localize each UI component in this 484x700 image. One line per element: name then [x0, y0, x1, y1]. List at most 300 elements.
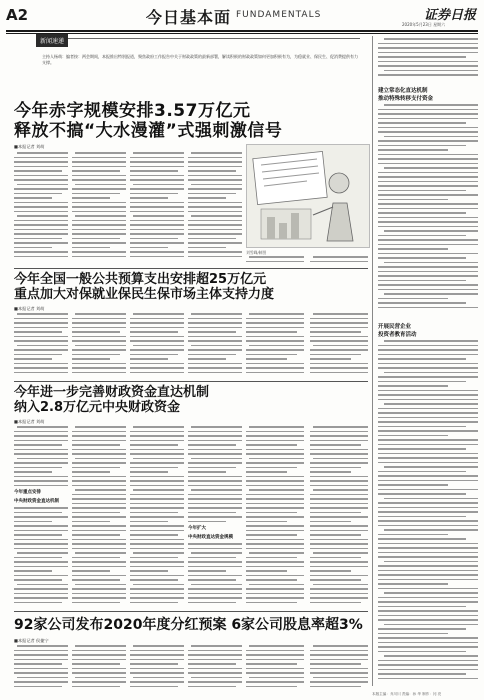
text-line [310, 539, 368, 541]
text-line [246, 654, 304, 656]
text-line [378, 163, 478, 165]
text-line [14, 597, 68, 599]
text-line [384, 592, 478, 594]
text-line [310, 476, 368, 478]
text-line [130, 471, 168, 473]
text-line [378, 430, 478, 432]
text-line [310, 672, 368, 674]
text-line [384, 529, 478, 531]
text-line [130, 593, 184, 595]
text-line [14, 557, 62, 559]
text-line [130, 238, 178, 240]
text-line [313, 552, 368, 554]
text-line [130, 588, 184, 590]
text-line [188, 681, 242, 683]
text-line [310, 444, 361, 446]
article-3-headline-line-1: 今年进一步完善财政资金直达机制 [14, 385, 210, 400]
text-line [14, 548, 68, 550]
issue-date: 2020年5月23日 星期六 [402, 22, 446, 27]
text-line [310, 516, 368, 518]
text-line [14, 659, 68, 661]
text-line [188, 340, 242, 342]
text-line [378, 127, 478, 129]
text-line [310, 367, 368, 369]
text-line [75, 184, 126, 186]
text-line [378, 475, 478, 477]
text-line [378, 181, 478, 183]
article-3-column-2 [72, 426, 126, 608]
text-line [246, 557, 297, 559]
text-line [130, 453, 184, 455]
text-line [130, 525, 184, 527]
text-line [378, 439, 478, 441]
text-line [188, 242, 242, 244]
text-line [310, 363, 368, 365]
text-line [130, 503, 184, 505]
text-line [14, 588, 68, 590]
text-line [14, 444, 62, 446]
text-line [130, 444, 178, 446]
text-line [14, 480, 68, 482]
text-line [378, 390, 478, 392]
text-line [133, 215, 184, 217]
text-line [378, 203, 478, 205]
text-line [249, 458, 304, 460]
text-line [14, 336, 68, 338]
text-line [133, 184, 184, 186]
text-line [310, 340, 368, 342]
article-1-column-6 [310, 256, 368, 268]
text-line [72, 247, 110, 249]
text-line [75, 552, 126, 554]
text-line [249, 313, 304, 315]
text-line [378, 628, 466, 630]
text-line [188, 170, 236, 172]
text-line [188, 238, 236, 240]
text-line [378, 673, 466, 675]
text-line [14, 507, 68, 509]
text-line [310, 485, 368, 487]
text-line [72, 322, 126, 324]
text-line [378, 556, 478, 558]
right-column-heading-4: 投资者教育活动 [378, 332, 417, 338]
text-line [191, 489, 242, 491]
text-line [310, 503, 368, 505]
text-line [378, 408, 478, 410]
text-line [72, 681, 126, 683]
text-line [188, 256, 242, 258]
text-line [14, 570, 52, 572]
text-line [246, 363, 304, 365]
text-line [72, 336, 126, 338]
text-line [310, 534, 361, 536]
text-line [246, 327, 304, 329]
text-line [133, 313, 184, 315]
text-line [14, 349, 68, 351]
text-line [378, 185, 478, 187]
text-line [378, 376, 478, 378]
text-line [14, 663, 62, 665]
text-line [130, 440, 184, 442]
text-line [310, 261, 368, 263]
text-line [130, 354, 178, 356]
text-line [378, 448, 466, 450]
text-line [72, 516, 126, 518]
text-line [384, 466, 478, 468]
text-line [14, 575, 68, 577]
text-line [130, 327, 184, 329]
text-line [378, 534, 448, 536]
text-line [378, 417, 478, 419]
text-line [310, 453, 368, 455]
text-line [188, 650, 242, 652]
text-line [188, 503, 242, 505]
text-line [188, 251, 242, 253]
text-line [72, 503, 126, 505]
text-line [14, 363, 68, 365]
text-line [188, 516, 242, 518]
text-line [133, 458, 184, 460]
text-line [188, 570, 226, 572]
illustration [246, 144, 370, 248]
text-line [130, 435, 184, 437]
text-line [249, 645, 304, 647]
text-line [72, 597, 126, 599]
text-line [130, 602, 178, 604]
text-line [188, 561, 242, 563]
text-line [378, 520, 478, 522]
text-line [14, 247, 52, 249]
text-line [72, 188, 126, 190]
text-line [378, 266, 478, 268]
text-line [246, 331, 297, 333]
text-line [378, 385, 448, 387]
text-line [14, 322, 68, 324]
text-line [246, 539, 304, 541]
text-line [310, 507, 368, 509]
text-line [384, 262, 478, 264]
text-line [130, 247, 168, 249]
text-line [246, 650, 304, 652]
text-line [246, 471, 287, 473]
text-line [378, 172, 478, 174]
text-line [378, 244, 478, 246]
text-line [378, 552, 478, 554]
article-3-column-1 [14, 426, 68, 608]
article-4-column-1 [14, 645, 68, 691]
text-line [246, 530, 304, 532]
text-line [246, 453, 304, 455]
text-line [130, 220, 184, 222]
text-line [14, 161, 68, 163]
text-line [130, 659, 184, 661]
column-divider [372, 36, 373, 686]
text-line [246, 659, 304, 661]
text-line [130, 480, 184, 482]
text-line [72, 453, 126, 455]
text-line [246, 349, 304, 351]
text-line [378, 381, 466, 383]
text-line [188, 322, 242, 324]
text-line [378, 52, 478, 54]
text-line [17, 645, 68, 647]
text-line [310, 525, 368, 527]
text-line [246, 476, 304, 478]
text-line [14, 206, 68, 208]
article-4-column-2 [72, 645, 126, 691]
text-line [378, 453, 478, 455]
article-3-headline-line-2: 纳入2.8万亿元中央财政资金 [14, 399, 181, 415]
text-line [246, 593, 304, 595]
text-line [72, 251, 126, 253]
text-line [378, 235, 466, 237]
text-line [72, 202, 126, 204]
text-line [378, 615, 478, 617]
text-line [310, 467, 361, 469]
text-line [72, 485, 126, 487]
text-line [188, 318, 242, 320]
text-line [378, 462, 478, 464]
text-line [72, 602, 120, 604]
text-line [14, 650, 68, 652]
text-line [188, 494, 242, 496]
text-line [130, 449, 184, 451]
text-line [17, 313, 68, 315]
text-line [133, 489, 184, 491]
text-line [188, 672, 242, 674]
text-line [130, 507, 184, 509]
text-line [72, 462, 126, 464]
text-line [14, 602, 62, 604]
text-line [188, 444, 236, 446]
text-line [130, 668, 184, 670]
masthead-rule-thin [6, 33, 478, 34]
text-line [378, 597, 478, 599]
text-line [72, 467, 120, 469]
text-line [246, 512, 297, 514]
text-line [72, 440, 126, 442]
article-2-headline [14, 273, 274, 303]
text-line [130, 197, 168, 199]
text-line [246, 322, 304, 324]
text-line [130, 476, 184, 478]
text-line [188, 654, 242, 656]
text-line [130, 179, 184, 181]
article-2-column-5 [246, 313, 304, 379]
text-line [378, 145, 466, 147]
text-line [246, 444, 297, 446]
text-line [378, 358, 466, 360]
text-line [130, 358, 168, 360]
text-line [188, 372, 242, 374]
text-line [72, 197, 110, 199]
text-line [72, 521, 110, 523]
text-line [378, 217, 478, 219]
text-line [378, 56, 466, 58]
text-line [130, 256, 184, 258]
text-line [310, 431, 368, 433]
text-line [14, 435, 68, 437]
text-line [378, 298, 448, 300]
masthead [6, 4, 478, 30]
text-line [130, 193, 178, 195]
text-line [14, 525, 68, 527]
text-line [188, 229, 242, 231]
text-line [130, 157, 184, 159]
text-line [310, 530, 368, 532]
text-line [378, 547, 478, 549]
text-line [188, 485, 242, 487]
text-line [378, 275, 478, 277]
text-line [246, 336, 304, 338]
text-line [72, 650, 126, 652]
text-line [72, 659, 126, 661]
section-rule-3 [14, 611, 368, 612]
text-line [17, 677, 68, 679]
text-line [246, 543, 304, 545]
text-line [188, 462, 242, 464]
text-line [246, 367, 304, 369]
text-line [246, 503, 304, 505]
text-line [378, 583, 448, 585]
subheading: 中央财政直达资金规模 [188, 535, 233, 540]
text-line [188, 247, 226, 249]
text-line [130, 349, 184, 351]
text-line [72, 340, 126, 342]
text-line [378, 43, 478, 45]
text-line [188, 566, 242, 568]
text-line [249, 256, 304, 258]
editor-note [36, 38, 360, 86]
text-line [378, 543, 478, 545]
text-line [75, 345, 126, 347]
text-line [384, 38, 478, 40]
text-line [310, 336, 368, 338]
text-line [72, 668, 126, 670]
text-line [378, 74, 478, 76]
text-line [188, 363, 242, 365]
section-title-en: FUNDAMENTALS [236, 10, 322, 20]
text-line [378, 158, 478, 160]
text-line [130, 233, 184, 235]
text-line [130, 686, 178, 688]
text-line [130, 654, 184, 656]
text-line [130, 242, 184, 244]
text-line [130, 467, 178, 469]
text-line [310, 318, 368, 320]
text-line [130, 188, 184, 190]
text-line [378, 118, 478, 120]
text-line [310, 462, 368, 464]
text-line [384, 372, 478, 374]
text-line [133, 152, 184, 154]
text-line [246, 602, 297, 604]
text-line [14, 462, 68, 464]
text-line [188, 175, 242, 177]
text-line [188, 548, 242, 550]
text-line [133, 345, 184, 347]
text-line [246, 340, 304, 342]
text-line [378, 226, 478, 228]
text-line [246, 507, 304, 509]
text-line [72, 534, 120, 536]
page-footer: 本版主编：乔川川 责编：孙 华 制作：闫 亮 [372, 692, 442, 696]
text-line [310, 579, 361, 581]
text-line [72, 233, 126, 235]
text-line [188, 197, 226, 199]
text-line [72, 238, 120, 240]
text-line [188, 367, 242, 369]
text-line [191, 345, 242, 347]
text-line [14, 672, 68, 674]
text-line [72, 449, 126, 451]
text-line [310, 561, 368, 563]
text-line [72, 193, 120, 195]
text-line [188, 336, 242, 338]
text-line [133, 584, 184, 586]
text-line [72, 331, 120, 333]
text-line [313, 426, 368, 428]
text-line [378, 426, 466, 428]
article-2-byline: ■本报记者 刘萌 [14, 306, 45, 311]
section-rule-1 [14, 268, 368, 269]
article-2-column-2 [72, 313, 126, 379]
text-line [310, 663, 361, 665]
text-line [310, 449, 368, 451]
text-line [14, 521, 52, 523]
text-line [14, 668, 68, 670]
text-line [188, 659, 242, 661]
text-line [72, 318, 126, 320]
text-line [249, 677, 304, 679]
text-line [130, 512, 178, 514]
text-line [378, 444, 478, 446]
text-line [378, 660, 478, 662]
text-line [130, 251, 184, 253]
text-line [384, 104, 478, 106]
text-line [130, 650, 184, 652]
text-line [188, 686, 236, 688]
text-line [191, 458, 242, 460]
text-line [246, 663, 297, 665]
text-line [246, 372, 304, 374]
text-line [14, 566, 68, 568]
text-line [249, 489, 304, 491]
text-line [378, 399, 478, 401]
text-line [310, 597, 368, 599]
text-line [188, 467, 236, 469]
text-line [313, 345, 368, 347]
text-line [72, 672, 126, 674]
article-3-byline: ■本报记者 刘萌 [14, 419, 45, 424]
text-line [130, 431, 184, 433]
text-line [310, 354, 361, 356]
text-line [310, 588, 368, 590]
text-line [246, 358, 287, 360]
text-line [310, 327, 368, 329]
text-line [310, 494, 368, 496]
text-line [188, 521, 226, 523]
text-line [14, 318, 68, 320]
text-line [310, 498, 368, 500]
article-4-column-3 [130, 645, 184, 691]
text-line [246, 575, 304, 577]
text-line [130, 318, 184, 320]
text-line [130, 175, 184, 177]
text-line [72, 354, 120, 356]
text-line [188, 543, 242, 545]
text-line [188, 480, 242, 482]
